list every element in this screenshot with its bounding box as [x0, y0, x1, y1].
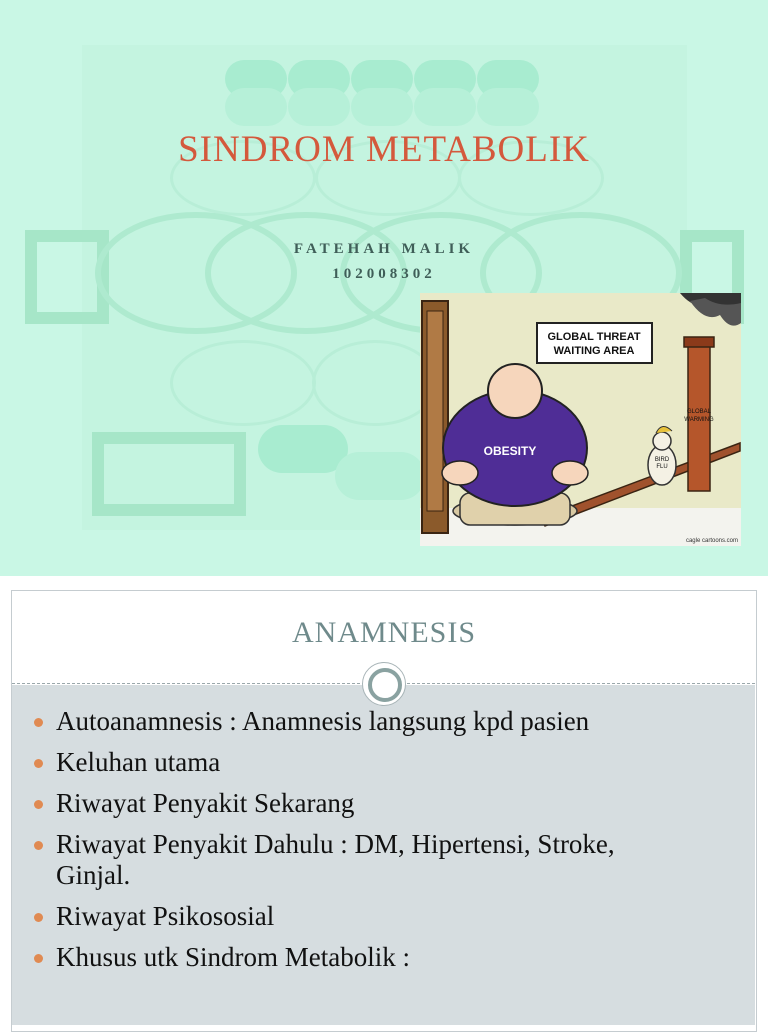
list-item — [34, 942, 734, 973]
decor-pill — [258, 425, 348, 473]
circle-ornament-icon — [362, 662, 406, 706]
slide-title: SINDROM METABOLIK — [178, 129, 590, 170]
bullet-dot-icon — [34, 800, 43, 809]
decor-pill — [351, 88, 413, 126]
decor-square — [92, 432, 246, 516]
shirt-text: OBESITY — [483, 444, 537, 458]
bullet-dot-icon — [34, 718, 43, 727]
list-item — [34, 788, 734, 819]
bullet-text: Keluhan utama — [56, 747, 221, 777]
list-item — [34, 901, 734, 932]
chimney-text-2: WARMING — [684, 417, 714, 423]
decor-pill — [288, 88, 350, 126]
sign-text-2: WAITING AREA — [553, 345, 635, 357]
bullet-dot-icon — [34, 913, 43, 922]
bullet-dot-icon — [34, 759, 43, 768]
decor-ring — [170, 340, 316, 426]
sign-text-1: GLOBAL THREAT — [547, 331, 641, 343]
list-item — [34, 706, 734, 737]
decor-pill — [477, 88, 539, 126]
author-name: FATEHAH MALIK — [293, 241, 475, 257]
list-item — [34, 829, 734, 891]
decor-pill — [225, 88, 287, 126]
obesity-cartoon-image — [420, 293, 741, 546]
bird-text-1: BIRD — [654, 457, 670, 463]
chimney-text-1: GLOBAL — [686, 409, 712, 415]
bullet-text: Autoanamnesis : Anamnesis langsung kpd pasien — [56, 706, 590, 736]
cartoon-credit: cagle cartoons.com — [685, 538, 738, 544]
bird-text-2: FLU — [656, 464, 668, 470]
bullet-text: Riwayat Penyakit Sekarang — [56, 788, 355, 818]
list-item — [34, 747, 734, 778]
slide-title: ANAMNESIS — [291, 616, 477, 649]
bullet-text: Khusus utk Sindrom Metabolik : — [56, 942, 411, 972]
bullet-dot-icon — [34, 954, 43, 963]
bullet-text: Riwayat Penyakit Dahulu : DM, Hipertensi, Stroke, — [56, 829, 615, 859]
anamnesis-slide — [0, 576, 768, 1024]
decor-pill — [414, 88, 476, 126]
bullet-dot-icon — [34, 841, 43, 850]
bullet-text: Riwayat Psikososial — [56, 901, 275, 931]
bullet-text-continued: Ginjal. — [56, 860, 131, 890]
student-id: 102008302 — [332, 266, 436, 282]
circle-ornament-inner — [368, 668, 402, 702]
decor-pill — [335, 452, 425, 500]
cartoon-illustration — [420, 293, 741, 546]
bullet-list — [34, 706, 734, 983]
